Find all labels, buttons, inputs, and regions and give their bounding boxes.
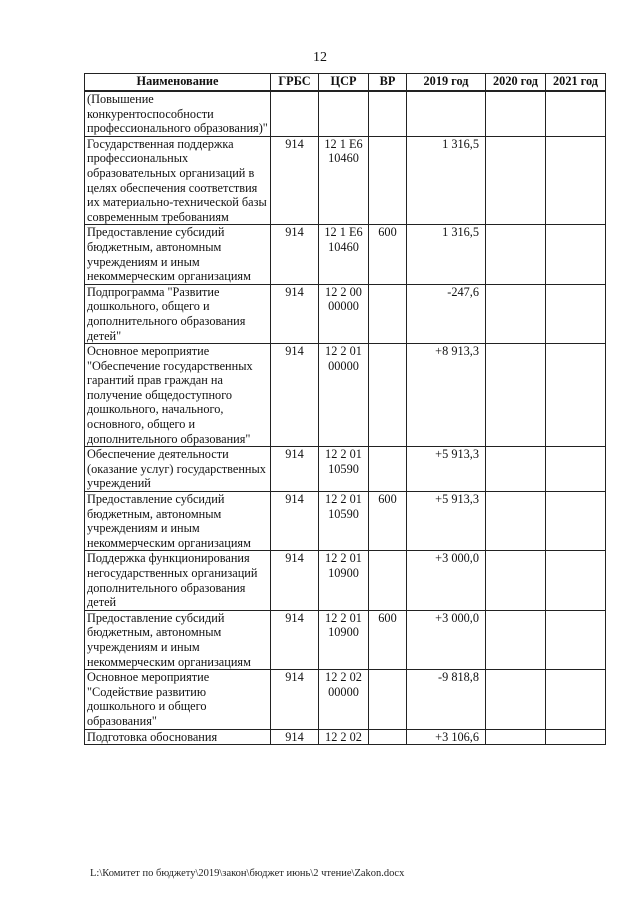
cell-vr	[369, 551, 407, 610]
cell-2021	[546, 225, 606, 284]
cell-2020	[486, 447, 546, 492]
cell-csr: 12 2 01 10900	[319, 610, 369, 669]
cell-2019: +5 913,3	[407, 447, 486, 492]
cell-grbs: 914	[271, 136, 319, 225]
cell-name: Предоставление субсидий бюджетным, автономным учреждениям и иным некоммерческим организациям	[85, 225, 271, 284]
cell-name: Государственная поддержка профессиональных образовательных организаций в целях обеспечения соответствия их материально-технической базы современным требованиям	[85, 136, 271, 225]
table-row	[85, 610, 606, 669]
cell-2019: +8 913,3	[407, 344, 486, 447]
table-body	[85, 91, 606, 745]
cell-grbs	[271, 91, 319, 136]
cell-grbs: 914	[271, 551, 319, 610]
header-vr: ВР	[369, 74, 407, 92]
cell-csr: 12 1 E6 10460	[319, 136, 369, 225]
cell-2020	[486, 344, 546, 447]
cell-2020	[486, 670, 546, 729]
header-csr: ЦСР	[319, 74, 369, 92]
table-row	[85, 344, 606, 447]
header-2019: 2019 год	[407, 74, 486, 92]
cell-vr	[369, 447, 407, 492]
cell-vr: 600	[369, 225, 407, 284]
header-2020: 2020 год	[486, 74, 546, 92]
cell-2020	[486, 136, 546, 225]
cell-2019: +5 913,3	[407, 492, 486, 551]
cell-vr	[369, 91, 407, 136]
cell-grbs: 914	[271, 225, 319, 284]
cell-grbs: 914	[271, 729, 319, 745]
cell-2019: 1 316,5	[407, 225, 486, 284]
cell-2021	[546, 610, 606, 669]
cell-csr: 12 2 02 00000	[319, 670, 369, 729]
cell-2020	[486, 225, 546, 284]
cell-name: Предоставление субсидий бюджетным, автономным учреждениям и иным некоммерческим организациям	[85, 492, 271, 551]
cell-grbs: 914	[271, 610, 319, 669]
cell-vr	[369, 136, 407, 225]
table-row	[85, 225, 606, 284]
cell-2019	[407, 91, 486, 136]
cell-name: Обеспечение деятельности (оказание услуг) государственных учреждений	[85, 447, 271, 492]
cell-2019: +3 000,0	[407, 610, 486, 669]
table-row	[85, 729, 606, 745]
cell-2019: 1 316,5	[407, 136, 486, 225]
cell-csr: 12 2 00 00000	[319, 284, 369, 343]
cell-grbs: 914	[271, 284, 319, 343]
footer-file-path: L:\Комитет по бюджету\2019\закон\бюджет июнь\2 чтение\Zakon.docx	[90, 868, 405, 879]
cell-2021	[546, 551, 606, 610]
cell-grbs: 914	[271, 447, 319, 492]
cell-name: Подпрограмма "Развитие дошкольного, общего и дополнительного образования детей"	[85, 284, 271, 343]
table-row	[85, 447, 606, 492]
cell-vr	[369, 729, 407, 745]
header-2021: 2021 год	[546, 74, 606, 92]
cell-2020	[486, 551, 546, 610]
page-number: 12	[313, 50, 327, 65]
cell-name: Основное мероприятие "Содействие развитию дошкольного и общего образования"	[85, 670, 271, 729]
table-row	[85, 670, 606, 729]
cell-name: Предоставление субсидий бюджетным, автономным учреждениям и иным некоммерческим организациям	[85, 610, 271, 669]
cell-grbs: 914	[271, 344, 319, 447]
cell-vr	[369, 670, 407, 729]
cell-name: Основное мероприятие "Обеспечение государственных гарантий прав граждан на получение общедоступного дошкольного, начального, основного, общего и дополнительного образования"	[85, 344, 271, 447]
cell-2021	[546, 729, 606, 745]
cell-vr: 600	[369, 610, 407, 669]
cell-2021	[546, 447, 606, 492]
cell-2020	[486, 91, 546, 136]
cell-csr: 12 2 01 10590	[319, 492, 369, 551]
cell-2021	[546, 344, 606, 447]
cell-2021	[546, 91, 606, 136]
cell-csr: 12 2 01 10900	[319, 551, 369, 610]
cell-name: Подготовка обоснования	[85, 729, 271, 745]
cell-grbs: 914	[271, 670, 319, 729]
cell-2019: +3 000,0	[407, 551, 486, 610]
cell-2019: +3 106,6	[407, 729, 486, 745]
cell-vr: 600	[369, 492, 407, 551]
table-row	[85, 136, 606, 225]
cell-csr: 12 2 01 00000	[319, 344, 369, 447]
cell-2019: -247,6	[407, 284, 486, 343]
table-row	[85, 492, 606, 551]
cell-2020	[486, 610, 546, 669]
budget-table	[84, 73, 606, 745]
header-grbs: ГРБС	[271, 74, 319, 92]
cell-2021	[546, 284, 606, 343]
cell-2020	[486, 729, 546, 745]
cell-vr	[369, 284, 407, 343]
table-row	[85, 284, 606, 343]
cell-name: Поддержка функционирования негосударственных организаций дополнительного образования детей	[85, 551, 271, 610]
cell-grbs: 914	[271, 492, 319, 551]
table-header-row	[85, 74, 606, 92]
cell-csr: 12 1 E6 10460	[319, 225, 369, 284]
cell-2020	[486, 284, 546, 343]
header-name: Наименование	[85, 74, 271, 92]
cell-2021	[546, 136, 606, 225]
cell-name: (Повышение конкурентоспособности профессионального образования)"	[85, 91, 271, 136]
table-row	[85, 551, 606, 610]
cell-csr: 12 2 01 10590	[319, 447, 369, 492]
cell-vr	[369, 344, 407, 447]
cell-2019: -9 818,8	[407, 670, 486, 729]
cell-csr: 12 2 02	[319, 729, 369, 745]
cell-2021	[546, 492, 606, 551]
table-row	[85, 91, 606, 136]
cell-2020	[486, 492, 546, 551]
cell-csr	[319, 91, 369, 136]
cell-2021	[546, 670, 606, 729]
